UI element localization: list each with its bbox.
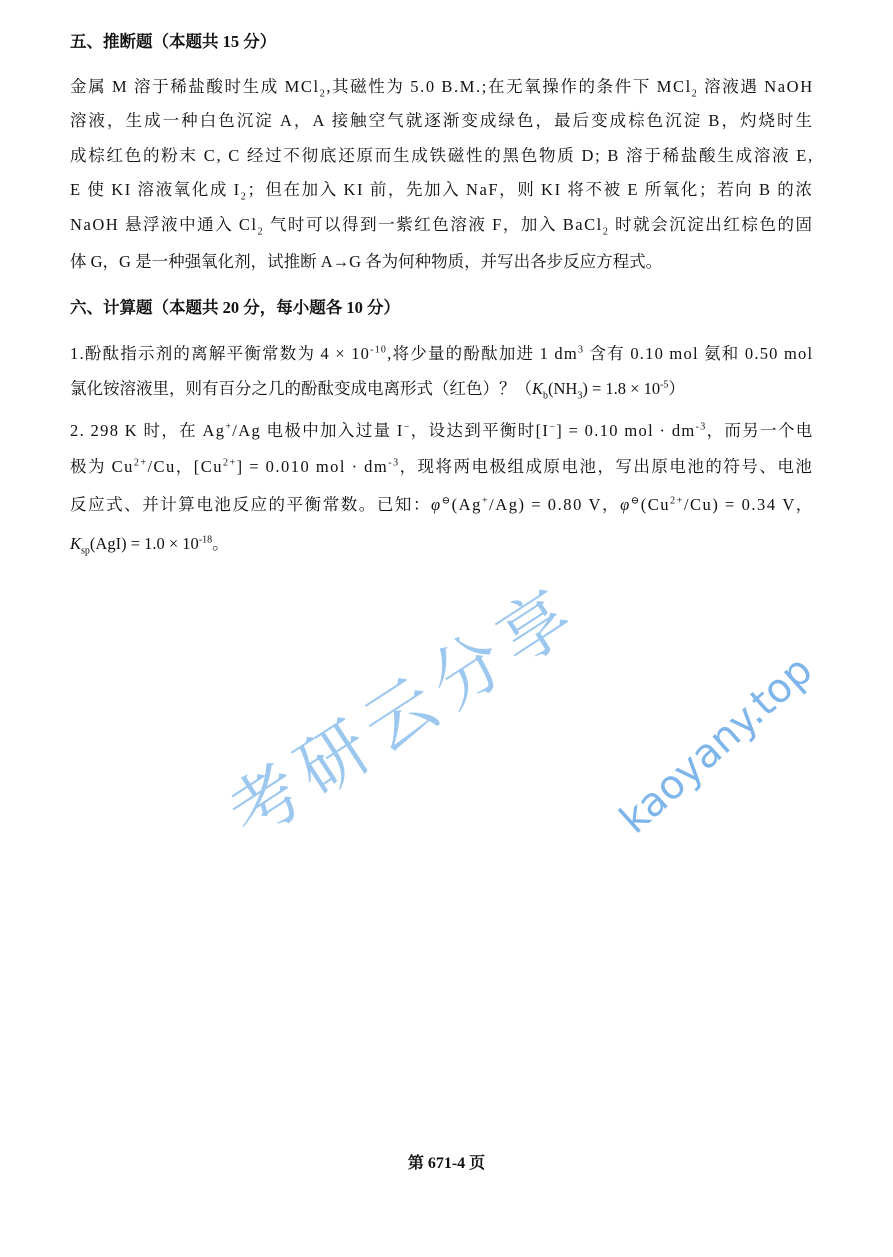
text-segment: 3	[577, 344, 585, 356]
text-segment: 反应式、并计算电池反应的平衡常数。已知：	[70, 495, 431, 514]
text-segment: ，设达到平衡时[I	[410, 421, 550, 440]
watermark-url: kaoyany.top	[611, 647, 822, 843]
section5-line	[70, 76, 812, 98]
text-segment: -3	[695, 421, 707, 433]
text-segment: ⊖	[630, 495, 641, 507]
section6-line	[70, 456, 812, 478]
text-segment: /Cu，[Cu	[147, 457, 223, 476]
text-segment: 体 G，G 是一种强氧化剂，试推断 A→G 各为何种物质，并写出各步反应方程式。	[70, 252, 663, 271]
text-segment: 金属 M 溶于稀盐酸时生成 MCl	[70, 77, 320, 96]
section5-line	[70, 214, 812, 236]
text-segment: ⊖	[441, 495, 452, 507]
text-segment: −	[549, 421, 557, 433]
text-segment: sp	[81, 545, 90, 557]
section6-line	[70, 343, 812, 365]
text-segment: (Ag	[451, 495, 482, 514]
text-segment: 2	[240, 191, 248, 203]
text-segment: 2+	[670, 495, 684, 507]
text-segment: 溶液遇 NaOH	[698, 77, 814, 96]
section6-line	[70, 420, 812, 442]
section6-line	[70, 378, 812, 400]
text-segment: ）	[668, 379, 685, 398]
text-segment: +	[225, 421, 233, 433]
text-segment: K	[532, 379, 544, 398]
text-segment: ] = 0.010 mol · dm	[236, 457, 389, 476]
text-segment: 含有 0.10 mol 氨和 0.50 mol	[584, 344, 814, 363]
text-segment: 成棕红色的粉末 C, C 经过不彻底还原而生成铁磁性的黑色物质 D; B 溶于稀盐酸生成溶液 E,	[70, 146, 814, 165]
text-segment: 2	[691, 88, 699, 100]
section6-line	[70, 533, 812, 555]
text-segment: 氯化铵溶液里，则有百分之几的酚酞变成电离形式（红色）？（	[70, 379, 532, 398]
text-segment: ) = 1.8 × 10	[582, 379, 661, 398]
text-segment: ，而另一个电	[706, 421, 814, 440]
text-segment: -5	[660, 379, 669, 391]
text-segment: 2. 298 K 时，在 Ag	[70, 421, 226, 440]
text-segment: 2+	[223, 457, 237, 469]
text-segment: ,将少量的酚酞加进 1 dm	[387, 344, 578, 363]
text-segment: −	[403, 421, 411, 433]
text-segment: ,其磁性为 5.0 B.M.;在无氧操作的条件下 MCl	[326, 77, 692, 96]
text-segment: /Cu) = 0.34 V，	[683, 495, 814, 514]
text-segment: ，现将两电极组成原电池，写出原电池的符号、电池	[399, 457, 814, 476]
text-segment: (Cu	[640, 495, 671, 514]
text-segment: /Ag) = 0.80 V，	[489, 495, 621, 514]
text-segment: -3	[388, 457, 400, 469]
watermark-chinese: 考研云分享	[214, 569, 595, 856]
page-number: 第 671-4 页	[407, 1155, 486, 1172]
text-segment: 3	[577, 390, 583, 402]
section6-heading: 六、计算题（本题共 20 分，每小题各 10 分）	[70, 298, 400, 317]
text-segment: (AgI) = 1.0 × 10	[89, 534, 199, 553]
text-segment: NaOH 悬浮液中通入 Cl	[70, 215, 258, 234]
text-segment: 溶液，生成一种白色沉淀 A，A 接触空气就逐渐变成绿色，最后变成棕色沉淀 B，灼烧时生	[70, 111, 815, 130]
text-segment: φ	[431, 495, 442, 514]
text-segment: ] = 0.10 mol · dm	[556, 421, 696, 440]
text-segment: (NH	[548, 379, 578, 398]
section5-line	[70, 179, 812, 201]
text-segment: 1.酚酞指示剂的离解平衡常数为 4 × 10	[70, 344, 371, 363]
text-segment: /Ag 电极中加入过量 I	[232, 421, 404, 440]
text-segment: 。	[212, 534, 229, 553]
text-segment: -10	[370, 344, 388, 356]
text-segment: 2+	[133, 457, 148, 469]
text-segment: E 使 KI 溶液氧化成 I	[70, 180, 241, 199]
text-segment: ；但在加入 KI 前，先加入 NaF，则 KI 将不被 E 所氧化；若向 B 的浓	[247, 180, 814, 199]
text-segment: φ	[620, 495, 631, 514]
text-segment: -18	[198, 534, 213, 546]
section5-heading: 五、推断题（本题共 15 分）	[70, 32, 277, 51]
text-segment: 2	[257, 226, 265, 238]
text-segment: 气时可以得到一紫红色溶液 F，加入 BaCl	[264, 215, 603, 234]
text-segment: 极为 Cu	[70, 457, 134, 476]
text-segment: +	[481, 495, 490, 507]
text-segment: 2	[319, 88, 327, 100]
section5-line	[70, 145, 812, 167]
text-segment: K	[70, 534, 82, 553]
text-segment: b	[543, 390, 549, 402]
section5-line	[70, 110, 815, 132]
text-segment: 时就会沉淀出红棕色的固	[609, 215, 814, 234]
section6-line	[70, 494, 812, 516]
section5-line	[70, 251, 812, 273]
text-segment: 2	[602, 226, 610, 238]
